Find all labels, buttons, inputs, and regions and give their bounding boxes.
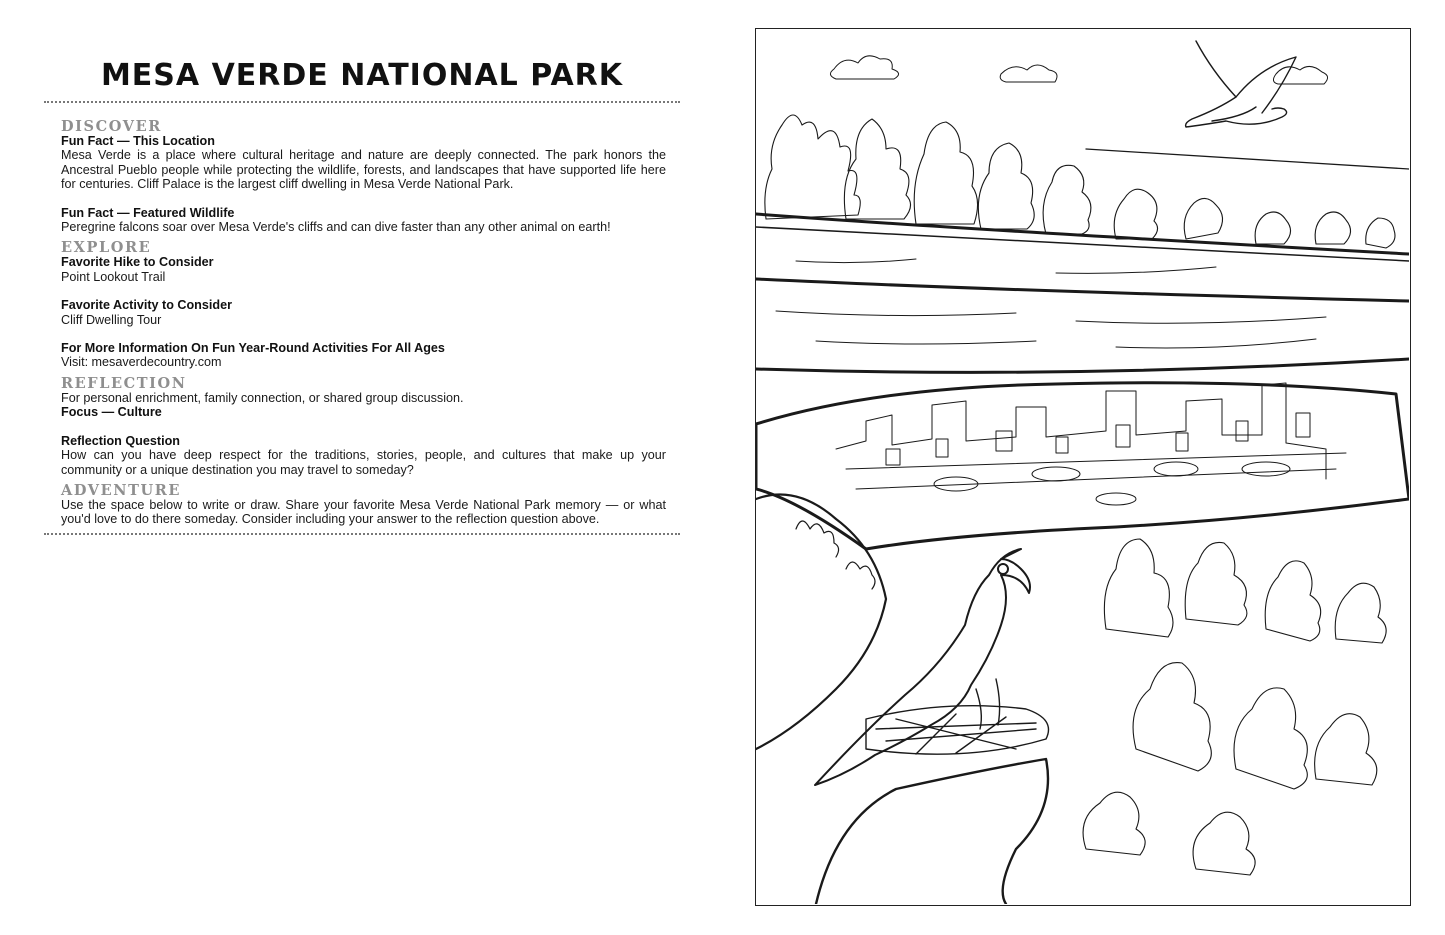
hike-value: Point Lookout Trail	[61, 269, 166, 284]
fact2-title: Fun Fact — Featured Wildlife	[61, 205, 235, 220]
reflection-focus: Focus — Culture	[61, 405, 162, 420]
info-content	[44, 103, 666, 527]
mesa-top-bands	[756, 214, 1409, 372]
adventure-heading: ADVENTURE	[61, 481, 182, 499]
adventure-text: Use the space below to write or draw. Share your favorite Mesa Verde National Park memory — or what you'd love to do there someday. Consider including your answer to the reflection question above.	[61, 497, 666, 527]
reflection-heading: REFLECTION	[61, 374, 187, 392]
mesa-ridge	[1086, 149, 1409, 169]
info-value: Visit: mesaverdecountry.com	[61, 355, 222, 370]
coloring-illustration-frame	[755, 28, 1411, 906]
discover-heading: DISCOVER	[61, 118, 162, 135]
rock-ledge-with-cactus	[756, 495, 886, 750]
rock-base	[816, 759, 1048, 904]
cliff-alcove	[756, 383, 1409, 549]
reflection-question-text: How can you have deep respect for the traditions, stories, people, and cultures that make up your community or a unique destination you may travel to someday?	[61, 448, 666, 477]
activity-title: Favorite Activity to Consider	[61, 298, 232, 313]
activity-value: Cliff Dwelling Tour	[61, 312, 162, 327]
hike-title: Favorite Hike to Consider	[61, 255, 214, 270]
info-panel	[44, 52, 680, 535]
fact2-text: Peregrine falcons soar over Mesa Verde's cliffs and can dive faster than any other animal on earth!	[61, 220, 611, 235]
lower-forest	[1083, 539, 1386, 875]
info-title: For More Information On Fun Year-Round Activities For All Ages	[61, 341, 445, 356]
bottom-dotted-divider	[44, 533, 680, 535]
cliff-palace-dwellings	[836, 383, 1346, 505]
page-title: MESA VERDE NATIONAL PARK	[100, 58, 624, 93]
fact1-text: Mesa Verde is a place where cultural heritage and nature are deeply connected. The park honors the Ancestral Pueblo people while protecting the wildlife, forests, and landscapes that have supported life here for centuries. Cliff Palace is the largest cliff dwelling in Mesa Verde National Park.	[61, 148, 666, 192]
upper-tree-line	[765, 115, 1395, 248]
coloring-illustration	[756, 29, 1409, 904]
explore-heading: EXPLORE	[61, 239, 152, 257]
fact1-title: Fun Fact — This Location	[61, 134, 215, 148]
reflection-intro: For personal enrichment, family connection, or shared group discussion.	[61, 390, 464, 405]
reflection-question-title: Reflection Question	[61, 433, 180, 448]
